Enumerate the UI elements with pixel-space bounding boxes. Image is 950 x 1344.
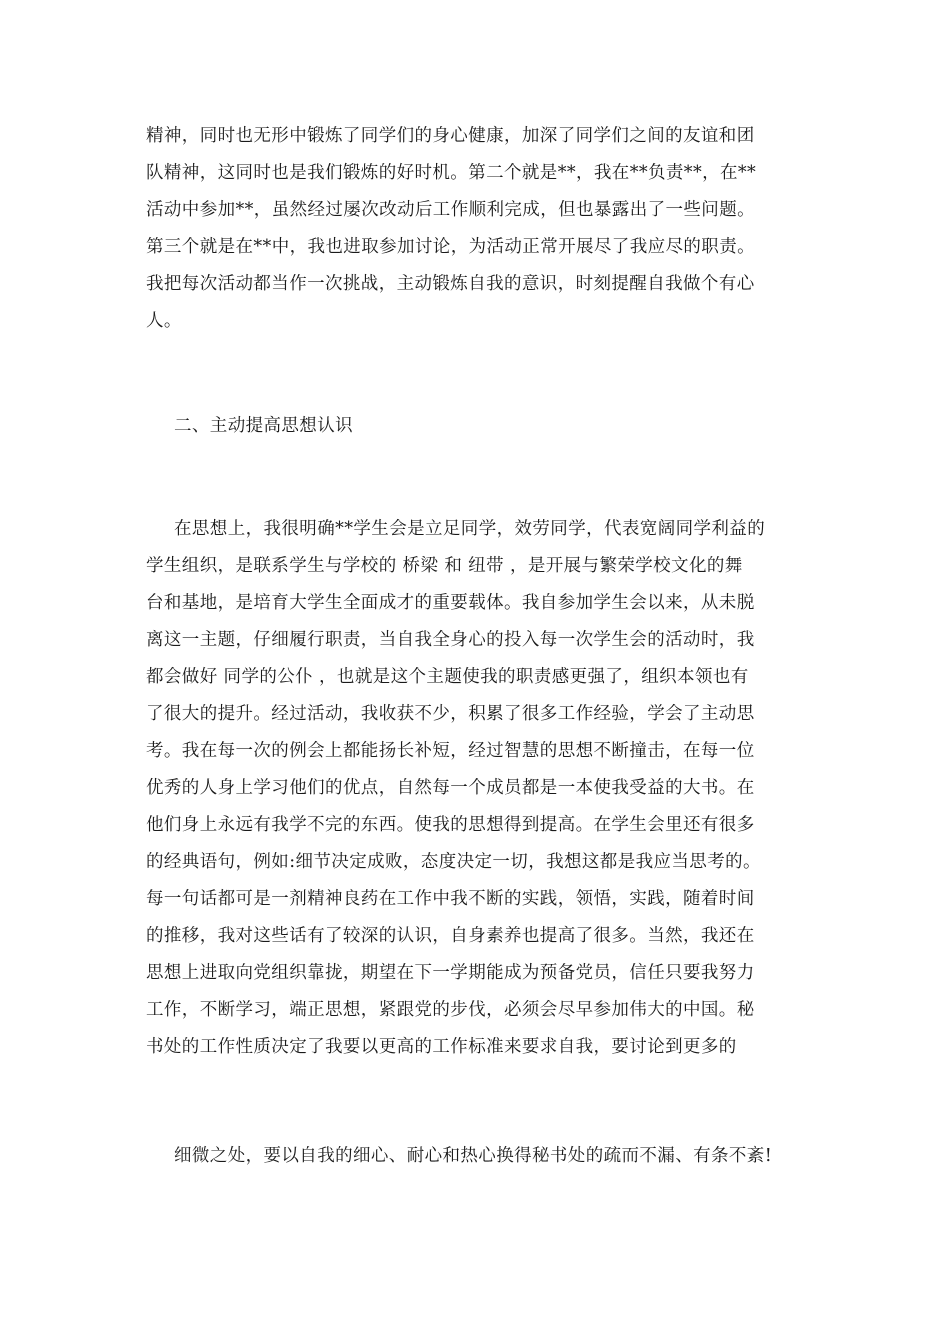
paragraph-line: 活动中参加**，虽然经过屡次改动后工作顺利完成，但也暴露出了一些问题。 (146, 200, 755, 220)
paragraph-line: 工作，不断学习，端正思想，紧跟党的步伐，必须会尽早参加伟大的中国。秘 (146, 1000, 755, 1020)
paragraph-line: 优秀的人身上学习他们的优点，自然每一个成员都是一本使我受益的大书。在 (146, 778, 755, 798)
paragraph-line: 他们身上永远有我学不完的东西。使我的思想得到提高。在学生会里还有很多 (146, 815, 755, 835)
paragraph-line: 了很大的提升。经过活动，我收获不少，积累了很多工作经验，学会了主动思 (146, 704, 755, 724)
paragraph-line: 人。 (146, 311, 182, 331)
section-heading: 二、主动提高思想认识 (174, 416, 353, 436)
paragraph-line: 精神，同时也无形中锻炼了同学们的身心健康，加深了同学们之间的友谊和团 (146, 126, 755, 146)
paragraph-line: 学生组织，是联系学生与学校的 桥梁 和 纽带 ，是开展与繁荣学校文化的舞 (146, 556, 743, 576)
paragraph-line: 在思想上，我很明确**学生会是立足同学，效劳同学，代表宽阔同学利益的 (174, 519, 766, 539)
paragraph-line: 考。我在每一次的例会上都能扬长补短，经过智慧的思想不断撞击，在每一位 (146, 741, 755, 761)
paragraph-line: 我把每次活动都当作一次挑战，主动锻炼自我的意识，时刻提醒自我做个有心 (146, 274, 755, 294)
paragraph-line: 每一句话都可是一剂精神良药在工作中我不断的实践，领悟，实践，随着时间 (146, 889, 755, 909)
paragraph-line: 台和基地，是培育大学生全面成才的重要载体。我自参加学生会以来，从未脱 (146, 593, 755, 613)
paragraph-line: 的推移，我对这些话有了较深的认识，自身素养也提高了很多。当然，我还在 (146, 926, 755, 946)
paragraph-line: 都会做好 同学的公仆 ，也就是这个主题使我的职责感更强了，组织本领也有 (146, 667, 749, 687)
paragraph-line: 思想上进取向党组织靠拢，期望在下一学期能成为预备党员，信任只要我努力 (146, 963, 755, 983)
paragraph-line: 书处的工作性质决定了我要以更高的工作标准来要求自我，要讨论到更多的 (146, 1037, 737, 1057)
paragraph-line: 队精神，这同时也是我们锻炼的好时机。第二个就是**，我在**负责**，在** (146, 163, 757, 183)
paragraph-line: 第三个就是在**中，我也进取参加讨论，为活动正常开展尽了我应尽的职责。 (146, 237, 755, 257)
paragraph-line: 离这一主题，仔细履行职责，当自我全身心的投入每一次学生会的活动时，我 (146, 630, 755, 650)
paragraph-line: 的经典语句，例如:细节决定成败，态度决定一切，我想这都是我应当思考的。 (146, 852, 761, 872)
closing-line: 细微之处，要以自我的细心、耐心和热心换得秘书处的疏而不漏、有条不紊! (174, 1146, 773, 1166)
